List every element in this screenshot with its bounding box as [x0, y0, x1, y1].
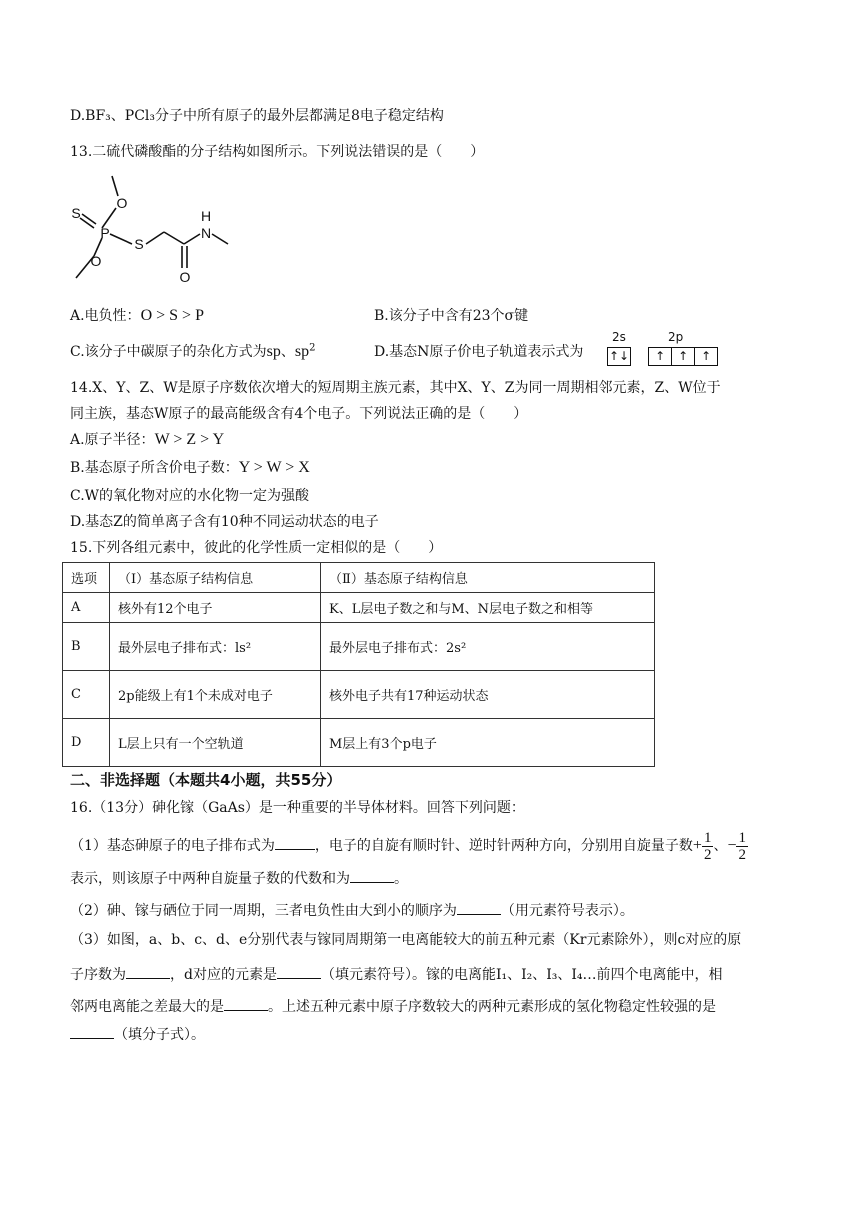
- table-cell-i: L层上只有一个空轨道: [110, 719, 321, 767]
- orbital-label-2s: 2s: [612, 330, 626, 344]
- q16-part3-line3: 邻两电离能之差最大的是 。上述五种元素中原子序数较大的两种元素形成的氢化物稳定性较强的是: [70, 996, 716, 1017]
- table-cell-ii: 最外层电子排布式：2s²: [321, 623, 655, 671]
- table-cell-option: D: [63, 719, 110, 767]
- q14-option-c: C.W的氧化物对应的水化物一定为强酸: [70, 488, 310, 504]
- table-cell-ii: 核外电子共有17种运动状态: [321, 671, 655, 719]
- table-header-cell: 选项: [63, 563, 110, 593]
- q16-part1-line1: （1）基态砷原子的电子排布式为 ，电子的自旋有顺时针、逆时针两种方向，分别用自旋量子数+ $\frac{1}{2}$ 、− $\frac{1}{2}$: [70, 829, 746, 863]
- q16-part3-line1: （3）如图，a、b、c、d、e分别代表与镓同周期第一电离能较大的前五种元素（Kr元素除外），则c对应的原: [70, 932, 742, 948]
- q16-part2: （2）砷、镓与硒位于同一周期，三者电负性由大到小的顺序为 （用元素符号表示）。: [70, 900, 634, 921]
- orbital-box-2p-2: ↑: [671, 347, 695, 366]
- q13-option-c: C.该分子中碳原子的杂化方式为sp、$sp^2$: [70, 342, 316, 360]
- table-cell-ii: K、L层电子数之和与M、N层电子数之和相等: [321, 593, 655, 623]
- answer-blank[interactable]: [350, 868, 394, 883]
- q12-option-d: D.BF₃、PCl₃分子中所有原子的最外层都满足8电子稳定结构: [70, 108, 444, 124]
- orbital-label-2p: 2p: [668, 330, 684, 344]
- atom-h: H: [200, 208, 212, 224]
- q15-stem: 15.下列各组元素中，彼此的化学性质一定相似的是（ ）: [70, 540, 443, 556]
- answer-blank[interactable]: [457, 900, 501, 915]
- orbital-box-2p-1: ↑: [648, 347, 672, 366]
- atom-o-carbonyl: O: [179, 269, 191, 285]
- table-row: [63, 671, 655, 719]
- atom-s-chain: S: [134, 236, 144, 252]
- table-row: [63, 719, 655, 767]
- table-cell-option: B: [63, 623, 110, 671]
- answer-blank[interactable]: [126, 964, 170, 979]
- answer-blank[interactable]: [275, 835, 315, 850]
- atom-o-lower: O: [90, 253, 102, 269]
- answer-blank[interactable]: [70, 1024, 114, 1039]
- q16-stem: 16.（13分）砷化镓（GaAs）是一种重要的半导体材料。回答下列问题：: [70, 800, 525, 816]
- orbital-box-2s: ↑↓: [607, 347, 631, 366]
- table-header-row: [63, 563, 655, 593]
- atom-p: P: [100, 225, 110, 241]
- table-row: [63, 593, 655, 623]
- q14-option-d: D.基态Z的简单离子含有10种不同运动状态的电子: [70, 514, 379, 530]
- answer-blank[interactable]: [224, 996, 268, 1011]
- atom-n: N: [200, 225, 212, 241]
- orbital-diagram: [608, 346, 718, 366]
- table-header-cell: （Ⅱ）基态原子结构信息: [321, 563, 655, 593]
- table-row: [63, 623, 655, 671]
- table-cell-i: 2p能级上有1个未成对电子: [110, 671, 321, 719]
- molecule-structure-diagram: [66, 172, 266, 292]
- q13-stem: 13.二硫代磷酸酯的分子结构如图所示。下列说法错误的是（ ）: [70, 144, 485, 160]
- q14-option-b: B.基态原子所含价电子数：Y > W > X: [70, 459, 310, 476]
- q15-options-table: [62, 562, 655, 767]
- orbital-box-2p-3: ↑: [694, 347, 718, 366]
- section-heading: 二、非选择题（本题共4小题，共55分）: [70, 771, 342, 789]
- q13-option-b: B.该分子中含有23个σ键: [374, 308, 529, 324]
- q14-stem-line2: 同主族，基态W原子的最高能级含有4个电子。下列说法正确的是（ ）: [70, 406, 528, 422]
- table-cell-option: C: [63, 671, 110, 719]
- atom-s-double: S: [71, 205, 81, 221]
- table-cell-ii: M层上有3个p电子: [321, 719, 655, 767]
- table-cell-option: A: [63, 593, 110, 623]
- table-header-cell: （Ⅰ）基态原子结构信息: [110, 563, 321, 593]
- fraction-negative-half: $\frac{1}{2}$: [738, 829, 746, 863]
- q13-option-d: D.基态N原子价电子轨道表示式为: [374, 344, 584, 360]
- q16-part3-line4: （填分子式）。: [70, 1024, 205, 1045]
- q16-part1-line2: 表示，则该原子中两种自旋量子数的代数和为 。: [70, 868, 408, 889]
- answer-blank[interactable]: [277, 964, 321, 979]
- q16-part3-line2: 子序数为 ，d对应的元素是 （填元素符号）。镓的电离能I₁、I₂、I₃、I₄…前四个电离能中，相: [70, 964, 723, 985]
- q13-option-a: A.电负性：O > S > P: [70, 307, 204, 324]
- q14-option-a: A.原子半径：W > Z > Y: [70, 431, 225, 448]
- fraction-positive-half: $\frac{1}{2}$: [703, 829, 712, 863]
- q14-stem-line1: 14.X、Y、Z、W是原子序数依次增大的短周期主族元素，其中X、Y、Z为同一周期相邻元素，Z、W位于: [70, 380, 721, 396]
- table-cell-i: 核外有12个电子: [110, 593, 321, 623]
- table-cell-i: 最外层电子排布式：ls²: [110, 623, 321, 671]
- atom-o-upper: O: [116, 195, 128, 211]
